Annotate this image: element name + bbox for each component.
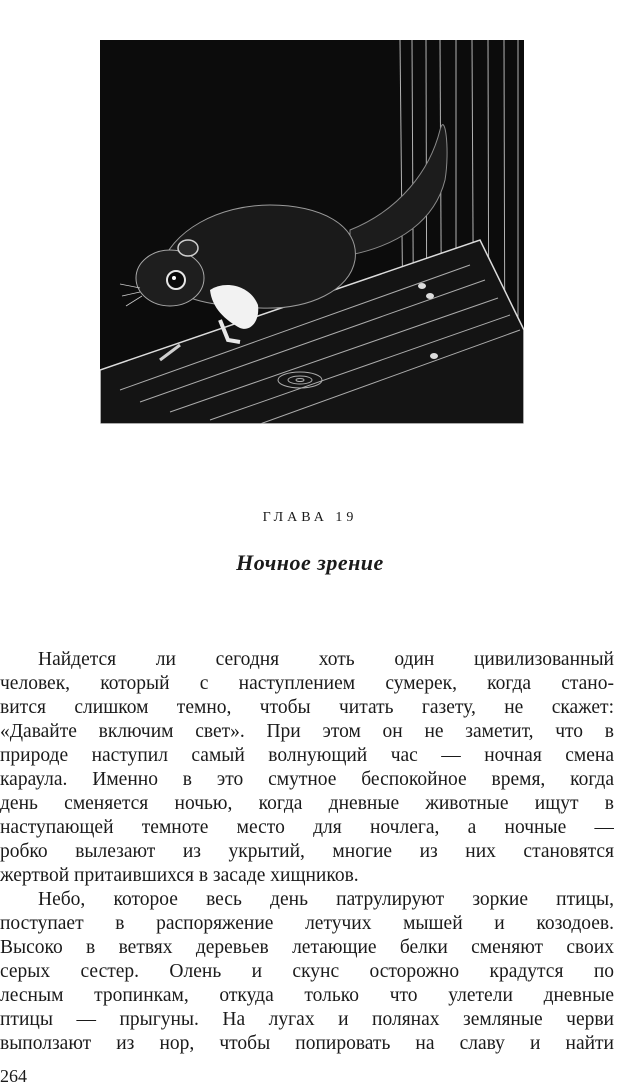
text-line: лесным тропинкам, откуда только что улетели дневные [0, 985, 614, 1006]
text-line: Найдется ли сегодня хоть один цивилизованный [38, 649, 614, 670]
chapter-illustration [100, 40, 524, 424]
text-line: Высоко в ветвях деревьев летающие белки сменяют своих [0, 937, 614, 958]
text-line: наступающей темноте место для ночлега, а ночные — [0, 817, 614, 838]
text-line: караула. Именно в это смутное беспокойное время, когда [0, 769, 614, 790]
text-line: серых сестер. Олень и скунс осторожно крадутся по [0, 961, 614, 982]
text-line: Небо, которое весь день патрулируют зоркие птицы, [38, 889, 614, 910]
text-line: человек, который с наступлением сумерек, когда стано- [0, 673, 614, 694]
chapter-title: Ночное зрение [236, 550, 384, 575]
text-line: вится слишком темно, чтобы читать газету, не скажет: [0, 697, 614, 718]
text-line: птицы — прыгуны. На лугах и полянах земляные черви [0, 1009, 614, 1030]
chapter-label: ГЛАВА 19 [262, 510, 358, 525]
text-line: поступает в распоряжение летучих мышей и козодоев. [0, 913, 614, 934]
text-line: «Давайте включим свет». При этом он не заметит, что в [0, 721, 614, 742]
text-line: день сменяется ночью, когда дневные животные ищут в [0, 793, 614, 814]
page-number: 264 [0, 1066, 27, 1086]
text-line: выползают из нор, чтобы попировать на славу и найти [0, 1033, 614, 1054]
text-line: жертвой притаившихся в засаде хищников. [0, 865, 359, 886]
text-line: робко вылезают из укрытий, многие из них становятся [0, 841, 614, 862]
text-line: природе наступил самый волнующий час — ночная смена [0, 745, 614, 766]
dormouse-illustration [100, 40, 524, 424]
